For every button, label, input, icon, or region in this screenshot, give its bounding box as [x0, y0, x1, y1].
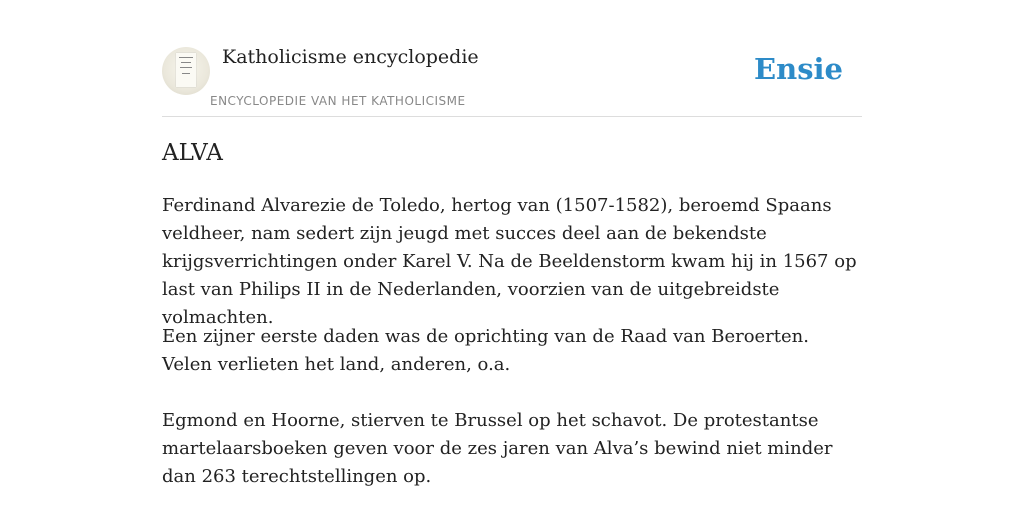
book-page-icon: [176, 53, 196, 87]
logo-line: [180, 67, 192, 68]
article-title: ALVA: [162, 140, 223, 166]
logo-line: [181, 62, 191, 63]
brand-logo-link[interactable]: Ensie: [754, 52, 843, 86]
logo-line: [182, 73, 190, 74]
site-header: [162, 0, 862, 117]
article-paragraph: Een zijner eerste daden was de oprichting van de Raad van Beroerten. Velen verlieten het land, anderen, o.a.: [162, 326, 809, 375]
article-paragraph: Egmond en Hoorne, stierven te Brussel op het schavot. De protestantse martelaarsboeken geven voor de zes jaren van Alva’s bewind niet minder dan 263 terechtstellingen op.: [162, 410, 833, 487]
page-container: [162, 0, 862, 487]
site-subtitle: ENCYCLOPEDIE VAN HET KATHOLICISME: [210, 94, 466, 108]
encyclopedia-logo[interactable]: [162, 47, 210, 95]
article-paragraph: Ferdinand Alvarezie de Toledo, hertog van (1507-1582), beroemd Spaans veldheer, nam sedert zijn jeugd met succes deel aan de bekendste krijgsverrichtingen onder Karel V. Na de Beeldenstorm kwam hij in 1567 op last van Philips II in de Nederlanden, voorzien van de uitgebreidste volmachten.: [162, 195, 857, 328]
site-title[interactable]: Katholicisme encyclopedie: [222, 46, 479, 68]
logo-line: [179, 57, 193, 58]
